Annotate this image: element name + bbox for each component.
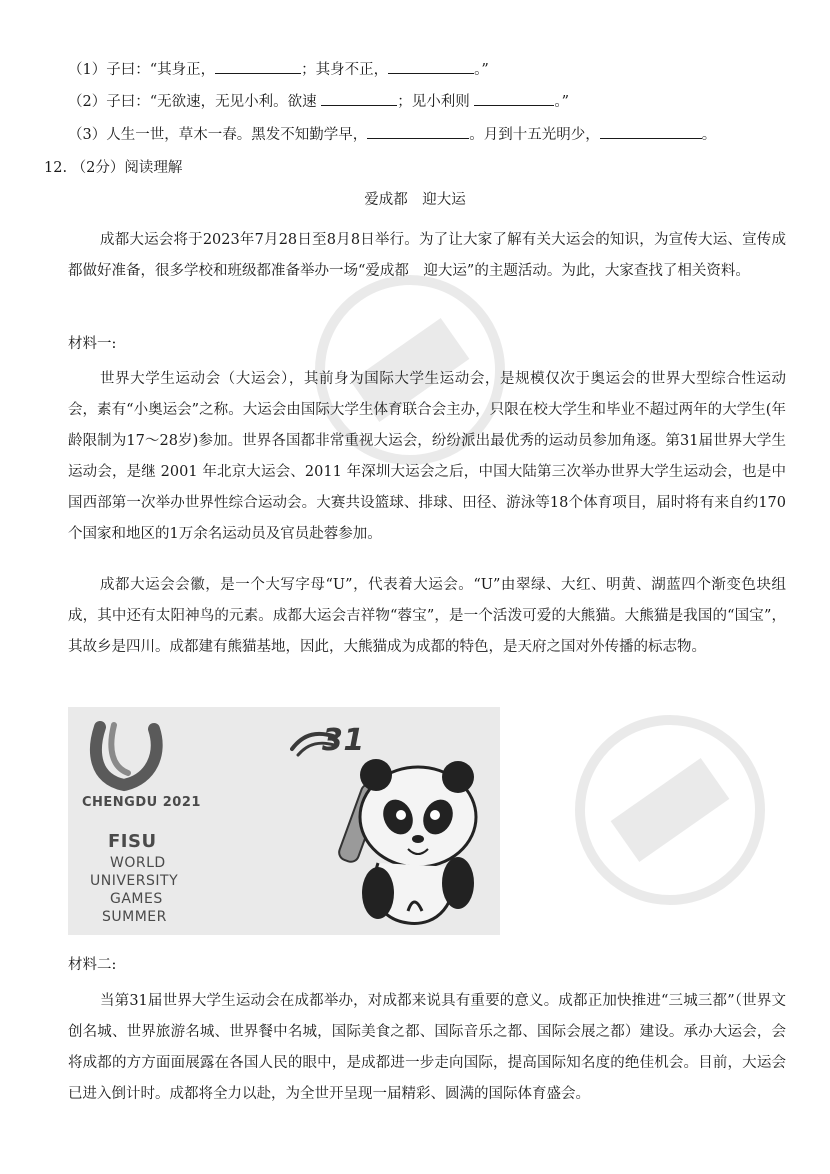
answer-blank[interactable] <box>215 59 301 74</box>
intro-paragraph: 成都大运会将于2023年7月28日至8月8日举行。为了让大家了解有关大运会的知识，为宣传大运、宣传成都做好准备，很多学校和班级都准备举办一场“爱成都 迎大运”的主题活动。为此，大家查找了相关资料。 <box>68 232 786 279</box>
fisu-label: FISU <box>108 831 157 852</box>
event-line: GAMES <box>110 891 163 907</box>
material-2-label: 材料二: <box>68 957 117 973</box>
logo-caption: CHENGDU 2021 <box>82 795 201 810</box>
answer-blank[interactable] <box>600 124 702 139</box>
article-title: 爱成都 迎大运 <box>364 192 466 208</box>
question-2-text-b: ；见小利则 <box>397 94 475 110</box>
material-1-paragraph-1: 世界大学生运动会（大运会），其前身为国际大学生运动会，是规模仅次于奥运会的世界大型综合性运动会，素有“小奥运会”之称。大运会由国际大学生体育联合会主办，只限在校大学生和毕业不超过两年的大学生(年龄限制为17～28岁)参加。世界各国都非常重视大运会，纷纷派出最优秀的运动员参加角逐。第31届世界大学生运动会，是继 2001 年北京大运会、2011 年深圳大运会之后，中国大陆第三次举办世界大学生运动会，也是中国西部第一次举办世界性综合运动会。大赛共设篮球、排球、田径、游泳等18个体育项目，届时将有来自约170个国家和地区的1万余名运动员及官员赴蓉参加。 <box>68 371 786 542</box>
material-1-label: 材料一: <box>68 336 117 352</box>
question-2 <box>68 90 569 111</box>
answer-blank[interactable] <box>321 91 397 106</box>
answer-blank[interactable] <box>388 59 474 74</box>
question-1-text-a: （1）子曰：“其身正， <box>68 62 216 78</box>
torch-flame-mark: 31 <box>322 723 365 758</box>
question-3-text-c: 。 <box>701 127 717 143</box>
material-2-paragraph-1: 当第31届世界大学生运动会在成都举办，对成都来说具有重要的意义。成都正加快推进“三城三都”（世界文创名城、世界旅游名城、世界餐中名城，国际美食之都、国际音乐之都、国际会展之都）建设。承办大运会，会将成都的方方面面展露在各国人民的眼中，是成都进一步走向国际，提高国际知名度的绝佳机会。目前，大运会已进入倒计时。成都将全力以赴，为全世开呈现一届精彩、圆满的国际体育盛会。 <box>68 993 786 1102</box>
material-1-paragraph-2: 成都大运会会徽，是一个大写字母“U”，代表着大运会。“U”由翠绿、大红、明黄、湖蓝四个渐变色块组成，其中还有太阳神鸟的元素。成都大运会吉祥物“蓉宝”，是一个活泼可爱的大熊猫。大熊猫是我国的“国宝”，其故乡是四川。成都建有熊猫基地，因此，大熊猫成为成都的特色，是天府之国对外传播的标志物。 <box>68 577 786 655</box>
question-1-text-c: 。” <box>474 62 489 78</box>
question-2-text-a: （2）子曰：“无欲速，无见小利。欲速 <box>68 94 322 110</box>
watermark-stamp <box>560 700 780 920</box>
question-3-text-a: （3）人生一世，草木一春。黑发不知勤学早， <box>68 127 368 143</box>
games-emblem-image <box>68 707 500 935</box>
answer-blank[interactable] <box>474 91 554 106</box>
event-line: UNIVERSITY <box>90 873 179 889</box>
u-emblem-icon <box>78 721 188 796</box>
question-12-header: 12. （2分）阅读理解 <box>44 160 183 176</box>
panda-mascot-icon <box>308 743 488 933</box>
answer-blank[interactable] <box>367 124 469 139</box>
question-1-text-b: ；其身不正， <box>301 62 389 78</box>
event-line: SUMMER <box>102 909 167 925</box>
question-1 <box>68 58 489 79</box>
question-2-text-c: 。” <box>554 94 570 110</box>
question-3-text-b: 。月到十五光明少， <box>469 127 600 143</box>
question-3 <box>68 123 716 144</box>
event-line: WORLD <box>110 855 166 871</box>
